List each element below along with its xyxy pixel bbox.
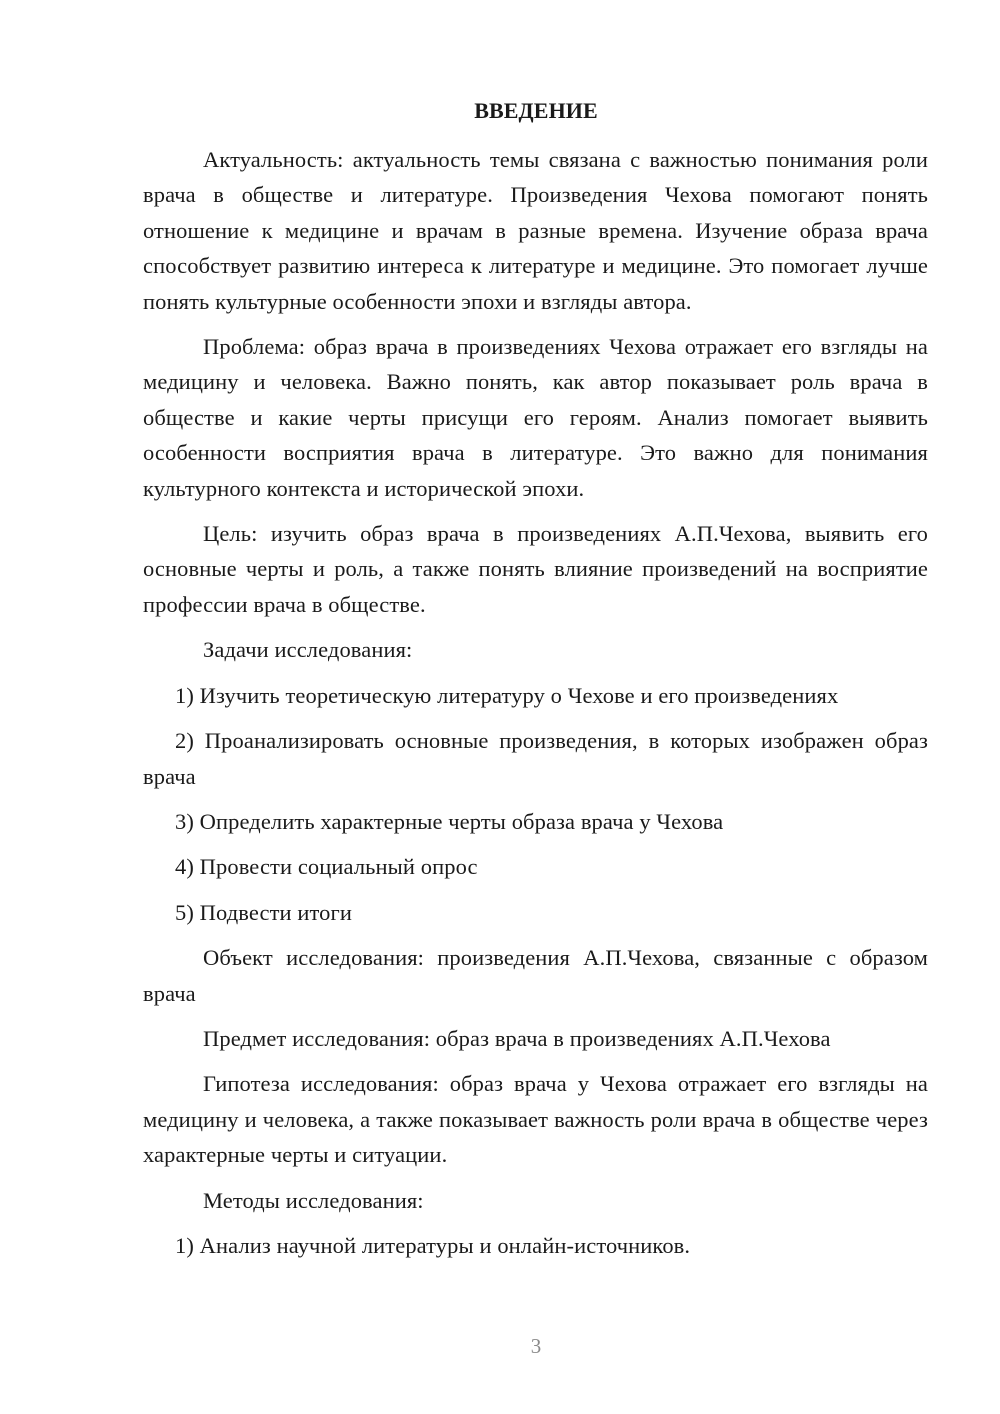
relevance-paragraph: Актуальность: актуальность темы связана с важностью понимания роли врача в обществе и литературе. Произведения Чехова помогают понять отношение к медицине и врачам в разные времена. Изучение образа врача способствует развитию интереса к литературе и медицине. Это помогает лучше понять культурные особенности эпохи и взгляды автора.: [143, 147, 928, 314]
task-item-5: 5) Подвести итоги: [175, 899, 352, 925]
object-paragraph: Объект исследования: произведения А.П.Чехова, связанные с образом врача: [143, 945, 928, 1006]
hypothesis-paragraph: Гипотеза исследования: образ врача у Чехова отражает его взгляды на медицину и человека, а также показывает важность роли врача в обществе через характерные черты и ситуации.: [143, 1071, 928, 1168]
goal-paragraph: Цель: изучить образ врача в произведениях А.П.Чехова, выявить его основные черты и роль, а также понять влияние произведений на восприятие профессии врача в обществе.: [143, 521, 928, 617]
subject-paragraph: Предмет исследования: образ врача в произведениях А.П.Чехова: [203, 1025, 831, 1051]
page-title: ВВЕДЕНИЕ: [474, 98, 598, 123]
page-number: 3: [530, 1334, 542, 1358]
task-item-4: 4) Провести социальный опрос: [175, 854, 478, 880]
page-content: [143, 142, 928, 1263]
problem-paragraph: Проблема: образ врача в произведениях Чехова отражает его взгляды на медицину и человека. Важно понять, как автор показывает роль врача в обществе и какие черты присущи его героям. Анализ помогает выявить особенности восприятия врача в литературе. Это важно для понимания культурного контекста и исторической эпохи.: [143, 334, 928, 501]
method-item-1: 1) Анализ научной литературы и онлайн-источников.: [175, 1232, 691, 1258]
methods-heading: Методы исследования:: [203, 1187, 424, 1213]
tasks-heading: Задачи исследования:: [203, 637, 413, 663]
task-item-3: 3) Определить характерные черты образа врача у Чехова: [175, 808, 724, 834]
task-item-2: 2) Проанализировать основные произведения, в которых изображен образ врача: [143, 728, 928, 789]
task-item-1: 1) Изучить теоретическую литературу о Чехове и его произведениях: [175, 682, 839, 708]
